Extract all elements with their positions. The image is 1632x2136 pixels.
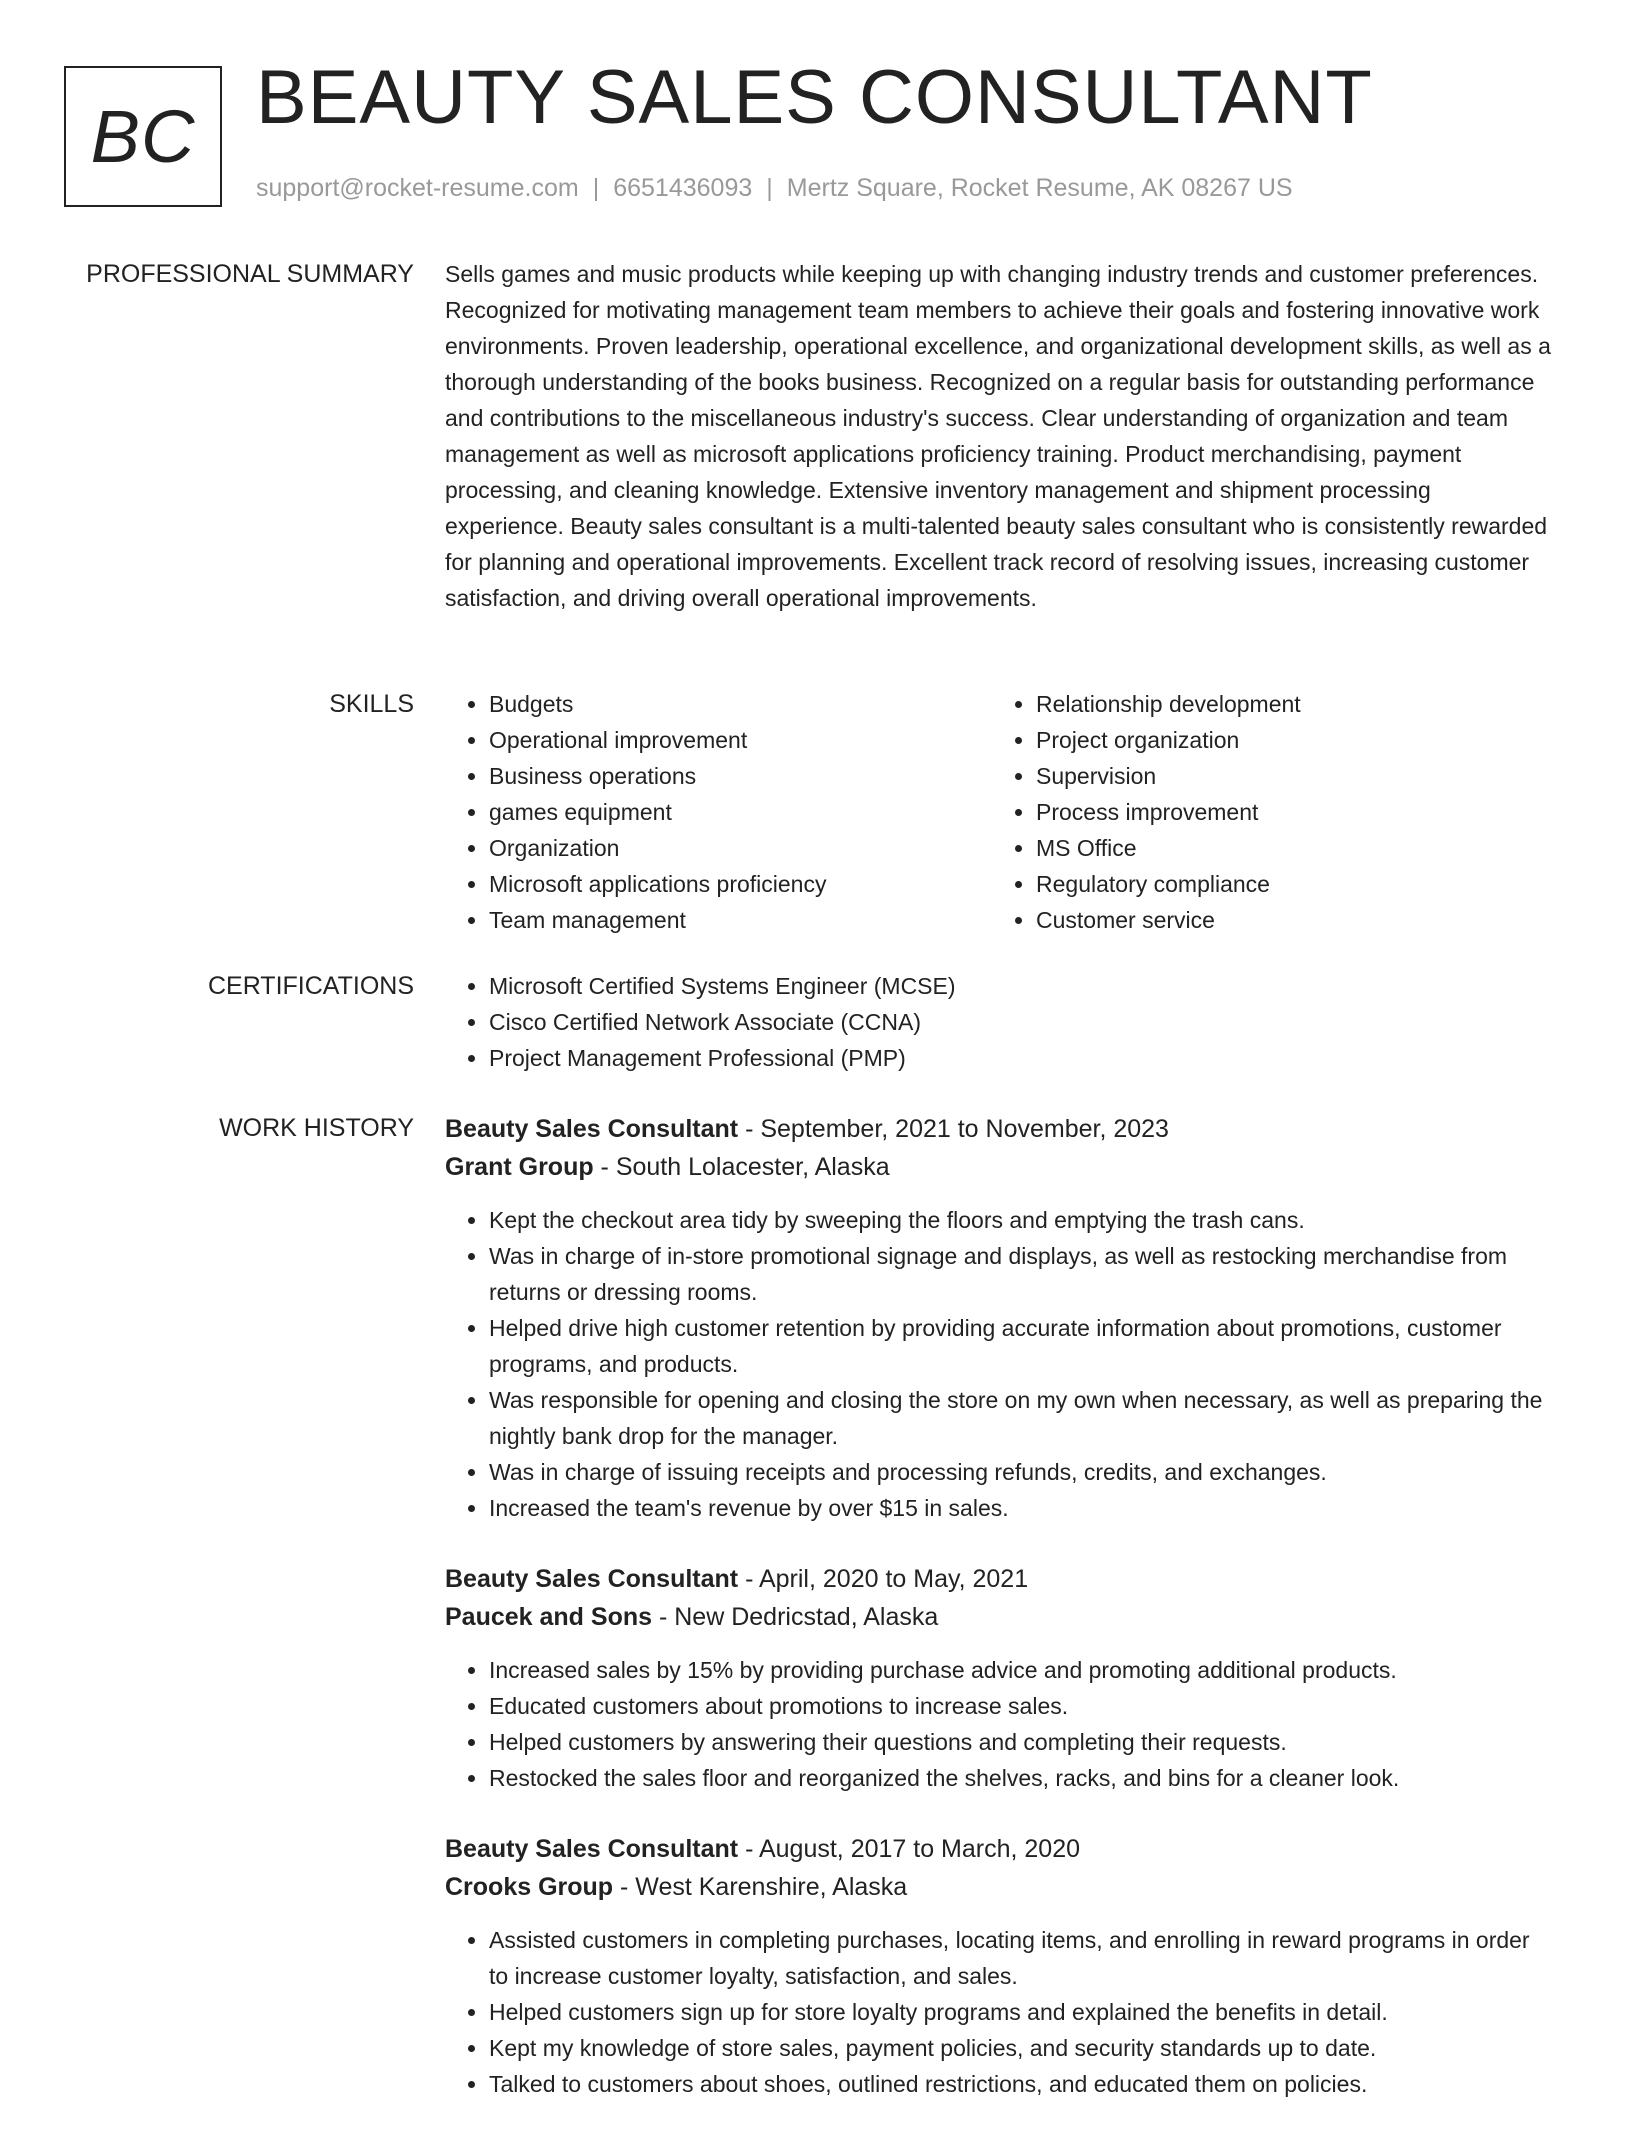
job-bullet: • Increased sales by 15% by providing purchase advice and promoting additional products. — [489, 1652, 1555, 1688]
skill-item: • Budgets — [489, 686, 992, 722]
skill-item: • Relationship development — [1036, 686, 1539, 722]
skill-item: • Microsoft applications proficiency — [489, 866, 992, 902]
job-bullets — [445, 1652, 1555, 1796]
job-role: Beauty Sales Consultant — [445, 1565, 739, 1593]
job-bullet: • Kept the checkout area tidy by sweeping the floors and emptying the trash cans. — [489, 1202, 1555, 1238]
job-bullets — [445, 1202, 1555, 1526]
job-bullet: • Assisted customers in completing purchases, locating items, and enrolling in reward programs in order to increase customer loyalty, satisfaction, and sales. — [489, 1922, 1555, 1994]
page-title: BEAUTY SALES CONSULTANT — [256, 55, 1373, 140]
skills-list-right — [992, 686, 1539, 938]
work-history-body — [445, 1110, 1555, 2136]
job-entry — [445, 1830, 1555, 2102]
skill-item: • Customer service — [1036, 902, 1539, 938]
job-dates: - August, 2017 to March, 2020 — [738, 1835, 1081, 1863]
job-bullets — [445, 1922, 1555, 2102]
skill-item: • Project organization — [1036, 722, 1539, 758]
job-bullet: • Kept my knowledge of store sales, payment policies, and security standards up to date. — [489, 2030, 1555, 2066]
skills-list-left — [445, 686, 992, 938]
certifications-heading: CERTIFICATIONS — [207, 972, 414, 1000]
job-dates: - April, 2020 to May, 2021 — [738, 1565, 1029, 1593]
skill-item: • Regulatory compliance — [1036, 866, 1539, 902]
skills-heading: SKILLS — [329, 690, 414, 718]
job-company-line — [445, 1598, 1555, 1636]
contact-email[interactable]: support@rocket-resume.com — [256, 174, 579, 202]
contact-address: Mertz Square, Rocket Resume, AK 08267 US — [786, 174, 1293, 202]
skill-item: • Supervision — [1036, 758, 1539, 794]
certification-item: • Microsoft Certified Systems Engineer (MCSE) — [489, 968, 1555, 1004]
certifications-body — [445, 968, 1555, 1076]
job-company-line — [445, 1868, 1555, 1906]
summary-text: Sells games and music products while keeping up with changing industry trends and customer preferences. Recognized for motivating management team members to achieve their goals and fostering innovative work environments. Proven leadership, operational excellence, and organizational development skills, as well as a thorough understanding of the books business. Recognized on a regular basis for outstanding performance and contributions to the miscellaneous industry's success. Clear understanding of organization and team management as well as microsoft applications proficiency training. Product merchandising, payment processing, and cleaning knowledge. Extensive inventory management and shipment processing experience. Beauty sales consultant is a multi-talented beauty sales consultant who is consistently rewarded for planning and operational improvements. Excellent track record of resolving issues, increasing customer satisfaction, and driving overall operational improvements. — [445, 261, 1551, 611]
skill-item: • games equipment — [489, 794, 992, 830]
job-entry — [445, 1560, 1555, 1796]
skills-body — [445, 686, 1555, 938]
job-bullet: • Educated customers about promotions to increase sales. — [489, 1688, 1555, 1724]
job-bullet: • Restocked the sales floor and reorganized the shelves, racks, and bins for a cleaner look. — [489, 1760, 1555, 1796]
skill-item: • Operational improvement — [489, 722, 992, 758]
certification-item: • Project Management Professional (PMP) — [489, 1040, 1555, 1076]
skill-item: • Process improvement — [1036, 794, 1539, 830]
job-dates: - September, 2021 to November, 2023 — [738, 1115, 1169, 1143]
work-history-heading: WORK HISTORY — [219, 1114, 414, 1142]
job-bullet: • Helped customers sign up for store loyalty programs and explained the benefits in detail. — [489, 1994, 1555, 2030]
summary-heading: PROFESSIONAL SUMMARY — [86, 260, 414, 288]
job-company: Paucek and Sons — [445, 1603, 653, 1631]
skill-item: • Business operations — [489, 758, 992, 794]
job-title-line — [445, 1110, 1555, 1148]
skill-item: • Organization — [489, 830, 992, 866]
job-company: Crooks Group — [445, 1873, 614, 1901]
job-title-line — [445, 1830, 1555, 1868]
job-role: Beauty Sales Consultant — [445, 1115, 739, 1143]
job-bullet: • Was responsible for opening and closing the store on my own when necessary, as well as preparing the nightly bank drop for the manager. — [489, 1382, 1555, 1454]
contact-separator: | — [766, 174, 773, 202]
contact-separator: | — [592, 174, 600, 202]
job-role: Beauty Sales Consultant — [445, 1835, 739, 1863]
certification-item: • Cisco Certified Network Associate (CCNA) — [489, 1004, 1555, 1040]
certifications-list — [445, 968, 1555, 1076]
job-company-line — [445, 1148, 1555, 1186]
job-bullet: • Increased the team's revenue by over $15 in sales. — [489, 1490, 1555, 1526]
job-company: Grant Group — [445, 1153, 594, 1181]
job-bullet: • Was in charge of issuing receipts and processing refunds, credits, and exchanges. — [489, 1454, 1555, 1490]
skill-item: • Team management — [489, 902, 992, 938]
job-location: - West Karenshire, Alaska — [613, 1873, 908, 1901]
job-bullet: • Helped drive high customer retention by providing accurate information about promotions, customer programs, and products. — [489, 1310, 1555, 1382]
job-location: - New Dedricstad, Alaska — [652, 1603, 939, 1631]
job-title-line — [445, 1560, 1555, 1598]
job-location: - South Lolacester, Alaska — [593, 1153, 890, 1181]
job-bullet: • Helped customers by answering their questions and completing their requests. — [489, 1724, 1555, 1760]
job-bullet: • Was in charge of in-store promotional signage and displays, as well as restocking merchandise from returns or dressing rooms. — [489, 1238, 1555, 1310]
skill-item: • MS Office — [1036, 830, 1539, 866]
contact-phone[interactable]: 6651436093 — [613, 174, 753, 202]
job-bullet: • Talked to customers about shoes, outlined restrictions, and educated them on policies. — [489, 2066, 1555, 2102]
contact-line — [256, 174, 1293, 203]
job-entry — [445, 1110, 1555, 1526]
monogram-logo: BC — [64, 66, 222, 207]
